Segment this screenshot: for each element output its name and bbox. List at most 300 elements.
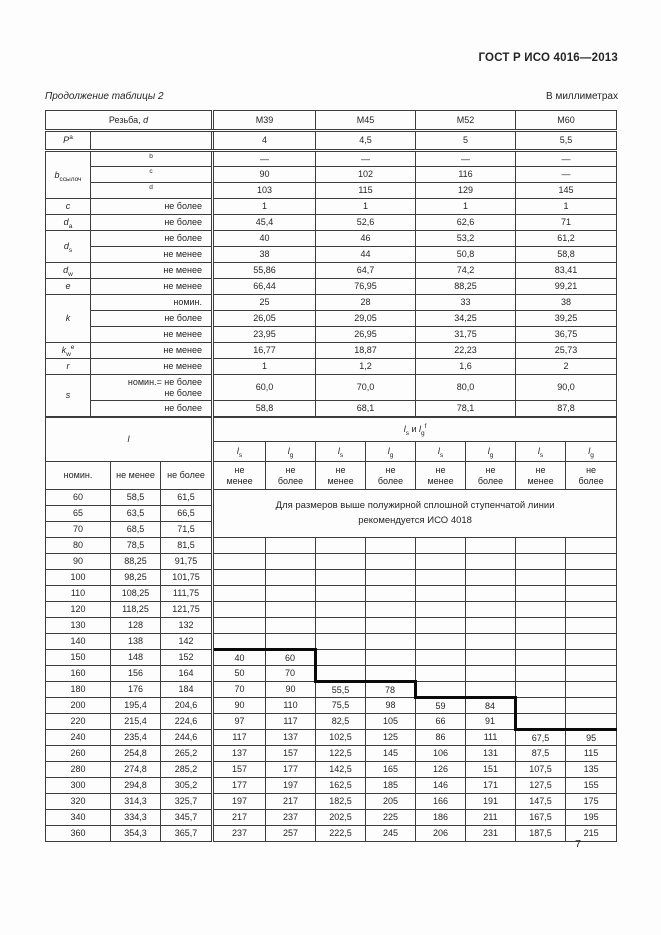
table-cell: 117 xyxy=(213,730,266,746)
table-cell: не менее xyxy=(91,263,213,279)
table-cell xyxy=(266,586,316,602)
table-cell: номин. xyxy=(46,462,111,490)
table-cell: 70 xyxy=(266,666,316,682)
table-cell: 237 xyxy=(213,826,266,842)
standard-reference: ГОСТ Р ИСО 4016—2013 xyxy=(478,52,618,64)
table-row xyxy=(46,746,617,762)
table-cell: 70 xyxy=(46,522,111,538)
table-cell: 116 xyxy=(416,167,516,183)
table-cell: 265,2 xyxy=(161,746,213,762)
table-cell: 156 xyxy=(111,666,161,682)
table-cell: не менее xyxy=(516,462,566,490)
table-cell: 354,3 xyxy=(111,826,161,842)
table-cell: 111,75 xyxy=(161,586,213,602)
table-cell: 38 xyxy=(516,295,617,311)
table-cell: — xyxy=(416,151,516,167)
table-cell: 157 xyxy=(266,746,316,762)
table-cell: 4,5 xyxy=(316,131,416,151)
table-cell: 106 xyxy=(416,746,466,762)
table-cell: 62,6 xyxy=(416,215,516,231)
table-cell xyxy=(516,682,566,698)
table-row xyxy=(46,570,617,586)
thread-size-header: Резьба, d xyxy=(46,111,213,131)
table-cell: 50,8 xyxy=(416,247,516,263)
table-cell: 87,5 xyxy=(516,746,566,762)
table-cell: 29,05 xyxy=(316,311,416,327)
table-cell xyxy=(566,602,617,618)
table-cell: 53,2 xyxy=(416,231,516,247)
table-cell: 23,95 xyxy=(213,327,316,343)
table-cell: 26,05 xyxy=(213,311,316,327)
param-symbol: $d_s$ xyxy=(46,231,91,263)
table-caption-row xyxy=(45,91,618,102)
table-row xyxy=(46,375,617,401)
table-row xyxy=(46,762,617,778)
table-cell: не более xyxy=(366,462,416,490)
table-cell xyxy=(213,634,266,650)
table-cell xyxy=(466,554,516,570)
table-cell: 78,1 xyxy=(416,401,516,417)
table-cell: 38 xyxy=(213,247,316,263)
table-row xyxy=(46,698,617,714)
table-cell: 175 xyxy=(566,794,617,810)
table-cell: 1 xyxy=(516,199,617,215)
table-cell xyxy=(416,618,466,634)
table-cell xyxy=(266,554,316,570)
table-cell: 90 xyxy=(213,167,316,183)
table-cell: 60 xyxy=(266,650,316,666)
table-row xyxy=(46,794,617,810)
table-cell xyxy=(516,714,566,730)
table-cell: 152 xyxy=(161,650,213,666)
table-cell: 71,5 xyxy=(161,522,213,538)
table-cell: 285,2 xyxy=(161,762,213,778)
table-cell xyxy=(516,554,566,570)
page-number: 7 xyxy=(575,838,581,850)
table-cell: 39,25 xyxy=(516,311,617,327)
table-cell: 101,75 xyxy=(161,570,213,586)
table-cell: 26,95 xyxy=(316,327,416,343)
table-cell: 100 xyxy=(46,570,111,586)
table-cell: 4 xyxy=(213,131,316,151)
table-cell xyxy=(466,666,516,682)
table-cell: 280 xyxy=(46,762,111,778)
table-cell: 142,5 xyxy=(316,762,366,778)
table-cell: 102,5 xyxy=(316,730,366,746)
table-cell: 44 xyxy=(316,247,416,263)
table-cell xyxy=(366,666,416,682)
table-cell xyxy=(566,666,617,682)
size-column-header: M60 xyxy=(516,111,617,131)
table-cell: — xyxy=(516,151,617,167)
table-cell: 52,6 xyxy=(316,215,416,231)
table-cell xyxy=(316,570,366,586)
table-cell: 235,4 xyxy=(111,730,161,746)
table-cell: $l_s$ xyxy=(416,442,466,462)
note-cell: Для размеров выше полужирной сплошной ступенчатой линии рекомендуется ИСО 4018 xyxy=(213,490,617,538)
table-cell: 61,5 xyxy=(161,490,213,506)
table-cell xyxy=(266,618,316,634)
table-cell: 2 xyxy=(516,359,617,375)
table-cell: 365,7 xyxy=(161,826,213,842)
table-cell xyxy=(316,634,366,650)
table-cell xyxy=(416,570,466,586)
table-cell: 55,5 xyxy=(316,682,366,698)
table-cell xyxy=(466,570,516,586)
table-cell xyxy=(516,538,566,554)
table-cell xyxy=(213,570,266,586)
table-cell: 137 xyxy=(266,730,316,746)
table-cell: 197 xyxy=(266,778,316,794)
table-cell xyxy=(466,682,516,698)
table-cell xyxy=(213,618,266,634)
table-row xyxy=(46,215,617,231)
table-cell xyxy=(466,650,516,666)
table-cell: 118,25 xyxy=(111,602,161,618)
table-cell: 111 xyxy=(466,730,516,746)
table-row xyxy=(46,295,617,311)
table-row xyxy=(46,327,617,343)
table-cell: 40 xyxy=(213,231,316,247)
table-row xyxy=(46,538,617,554)
table-cell: 151 xyxy=(466,762,516,778)
length-table xyxy=(45,417,617,842)
table-cell xyxy=(566,698,617,714)
table-cell: не более xyxy=(466,462,516,490)
table-cell: не менее xyxy=(416,462,466,490)
table-cell: 103 xyxy=(213,183,316,199)
table-cell: 225 xyxy=(366,810,416,826)
table-cell: 59 xyxy=(416,698,466,714)
param-symbol: c xyxy=(46,199,91,215)
table-cell: 191 xyxy=(466,794,516,810)
table-cell: 135 xyxy=(566,762,617,778)
table-cell xyxy=(416,554,466,570)
table-cell: не более xyxy=(566,462,617,490)
table-cell: 245 xyxy=(366,826,416,842)
table-cell: 36,75 xyxy=(516,327,617,343)
table-cell xyxy=(516,634,566,650)
length-header: l xyxy=(46,418,213,462)
table-cell: 82,5 xyxy=(316,714,366,730)
table-cell xyxy=(416,538,466,554)
table-cell xyxy=(416,586,466,602)
table-row xyxy=(46,778,617,794)
table-cell xyxy=(416,634,466,650)
table-cell: 86 xyxy=(416,730,466,746)
table-cell: 90 xyxy=(266,682,316,698)
table-cell: 129 xyxy=(416,183,516,199)
table-cell: 204,6 xyxy=(161,698,213,714)
table-cell xyxy=(566,618,617,634)
table-cell: — xyxy=(316,151,416,167)
table-cell: 78 xyxy=(366,682,416,698)
table-cell xyxy=(466,618,516,634)
table-cell xyxy=(516,698,566,714)
table-cell xyxy=(266,570,316,586)
table-row xyxy=(46,231,617,247)
table-row xyxy=(46,810,617,826)
table-cell: 78,5 xyxy=(111,538,161,554)
table-cell: 186 xyxy=(416,810,466,826)
table-cell: 16,77 xyxy=(213,343,316,359)
table-cell xyxy=(266,538,316,554)
table-cell: 345,7 xyxy=(161,810,213,826)
table-cell: 60,0 xyxy=(213,375,316,401)
table-cell: 60 xyxy=(46,490,111,506)
table-cell: не более xyxy=(91,311,213,327)
table-cell xyxy=(316,618,366,634)
table-cell xyxy=(466,634,516,650)
table-cell: 67,5 xyxy=(516,730,566,746)
table-cell xyxy=(213,602,266,618)
param-symbol: $b_{ссылоч}$ xyxy=(46,151,91,199)
param-symbol: k xyxy=(46,295,91,343)
table-cell: 90 xyxy=(46,554,111,570)
size-column-header: M45 xyxy=(316,111,416,131)
table-cell: 166 xyxy=(416,794,466,810)
table-cell: не менее xyxy=(91,327,213,343)
table-cell: 105 xyxy=(366,714,416,730)
table-cell: 128 xyxy=(111,618,161,634)
table-cell xyxy=(316,554,366,570)
table-cell: 142 xyxy=(161,634,213,650)
table-cell xyxy=(416,682,466,698)
table-cell xyxy=(566,634,617,650)
ls-lg-header: $l_s$ и $l_g^f$ xyxy=(213,418,617,442)
table-row xyxy=(46,279,617,295)
table-cell: 294,8 xyxy=(111,778,161,794)
table-cell xyxy=(566,554,617,570)
table-cell xyxy=(266,602,316,618)
table-cell: $l_s$ xyxy=(316,442,366,462)
table-cell: 98,25 xyxy=(111,570,161,586)
table-cell: 195,4 xyxy=(111,698,161,714)
table-row xyxy=(46,634,617,650)
upper-parameters-table xyxy=(45,110,617,417)
table-cell: 145 xyxy=(516,183,617,199)
table-row xyxy=(46,401,617,417)
table-cell: 147,5 xyxy=(516,794,566,810)
table-cell: не менее xyxy=(91,343,213,359)
table-cell xyxy=(466,586,516,602)
table-cell xyxy=(316,586,366,602)
table-cell: 110 xyxy=(46,586,111,602)
table-cell: не более xyxy=(91,215,213,231)
table-cell: 75,5 xyxy=(316,698,366,714)
table-cell xyxy=(213,554,266,570)
table-cell: 224,6 xyxy=(161,714,213,730)
table-cell: 185 xyxy=(366,778,416,794)
table-row xyxy=(46,714,617,730)
table-cell xyxy=(266,634,316,650)
table-cell: 202,5 xyxy=(316,810,366,826)
table-row xyxy=(46,650,617,666)
table-cell: 58,8 xyxy=(213,401,316,417)
table-cell: 200 xyxy=(46,698,111,714)
table-cell: 131 xyxy=(466,746,516,762)
table-cell xyxy=(516,666,566,682)
table-row xyxy=(46,826,617,842)
table-cell xyxy=(516,602,566,618)
table-cell: 164 xyxy=(161,666,213,682)
table-cell: 117 xyxy=(266,714,316,730)
table-cell: 83,41 xyxy=(516,263,617,279)
param-symbol: $d_w$ xyxy=(46,263,91,279)
table-row xyxy=(46,418,617,442)
table-cell xyxy=(366,602,416,618)
table-cell: не менее xyxy=(91,359,213,375)
table-cell: $l_g$ xyxy=(466,442,516,462)
table-cell: 197 xyxy=(213,794,266,810)
dimension-tables xyxy=(45,110,616,842)
table-cell: 40 xyxy=(213,650,266,666)
table-cell: 76,95 xyxy=(316,279,416,295)
table-cell: 150 xyxy=(46,650,111,666)
table-cell: 110 xyxy=(266,698,316,714)
param-symbol: $k_w^e$ xyxy=(46,343,91,359)
table-row xyxy=(46,311,617,327)
table-cell: 244,6 xyxy=(161,730,213,746)
table-cell: 80,0 xyxy=(416,375,516,401)
table-cell xyxy=(366,586,416,602)
table-cell: 55,86 xyxy=(213,263,316,279)
table-cell: 130 xyxy=(46,618,111,634)
table-cell: 140 xyxy=(46,634,111,650)
table-cell: не менее xyxy=(91,279,213,295)
table-cell: 50 xyxy=(213,666,266,682)
table-cell xyxy=(91,131,213,151)
table-cell: 34,25 xyxy=(416,311,516,327)
table-cell: $l_s$ xyxy=(213,442,266,462)
table-cell: 300 xyxy=(46,778,111,794)
table-cell: 182,5 xyxy=(316,794,366,810)
table-cell: 334,3 xyxy=(111,810,161,826)
table-cell: 167,5 xyxy=(516,810,566,826)
table-cell: 81,5 xyxy=(161,538,213,554)
table-cell: 90 xyxy=(213,698,266,714)
size-column-header: M39 xyxy=(213,111,316,131)
table-cell: 121,75 xyxy=(161,602,213,618)
table-cell xyxy=(466,538,516,554)
table-cell: 146 xyxy=(416,778,466,794)
table-cell: 1 xyxy=(416,199,516,215)
table-cell: 260 xyxy=(46,746,111,762)
table-cell: номин. xyxy=(91,295,213,311)
table-row xyxy=(46,343,617,359)
table-cell xyxy=(316,538,366,554)
table-cell: 254,8 xyxy=(111,746,161,762)
table-cell: 70,0 xyxy=(316,375,416,401)
table-cell: 84 xyxy=(466,698,516,714)
table-cell: 184 xyxy=(161,682,213,698)
table-cell xyxy=(416,650,466,666)
table-cell: 115 xyxy=(316,183,416,199)
table-row xyxy=(46,586,617,602)
table-cell xyxy=(366,570,416,586)
table-cell: 205 xyxy=(366,794,416,810)
table-cell: 215 xyxy=(566,826,617,842)
table-row xyxy=(46,618,617,634)
table-cell: 68,5 xyxy=(111,522,161,538)
table-row xyxy=(46,151,617,167)
table-cell xyxy=(566,538,617,554)
table-cell: 314,3 xyxy=(111,794,161,810)
table-cell: 237 xyxy=(266,810,316,826)
table-cell xyxy=(213,538,266,554)
table-cell: — xyxy=(516,167,617,183)
table-cell: c xyxy=(91,167,213,183)
table-row xyxy=(46,462,617,490)
table-cell: d xyxy=(91,183,213,199)
table-cell: не менее xyxy=(91,247,213,263)
param-symbol: s xyxy=(46,375,91,417)
table-cell: 215,4 xyxy=(111,714,161,730)
table-cell: 5 xyxy=(416,131,516,151)
table-caption: Продолжение таблицы 2 xyxy=(45,91,164,102)
table-cell: 91 xyxy=(466,714,516,730)
table-cell: 145 xyxy=(366,746,416,762)
table-cell: $l_g$ xyxy=(266,442,316,462)
table-cell: 127,5 xyxy=(516,778,566,794)
table-cell: 88,25 xyxy=(416,279,516,295)
table-row xyxy=(46,247,617,263)
table-cell: 122,5 xyxy=(316,746,366,762)
table-cell: 107,5 xyxy=(516,762,566,778)
table-row xyxy=(46,359,617,375)
table-cell: 177 xyxy=(213,778,266,794)
table-cell: 33 xyxy=(416,295,516,311)
table-cell: 305,2 xyxy=(161,778,213,794)
table-cell: не более xyxy=(91,401,213,417)
table-cell xyxy=(516,586,566,602)
table-cell: 257 xyxy=(266,826,316,842)
table-cell: 66,5 xyxy=(161,506,213,522)
table-cell xyxy=(566,714,617,730)
table-cell: 240 xyxy=(46,730,111,746)
table-cell: 160 xyxy=(46,666,111,682)
table-cell: 58,8 xyxy=(516,247,617,263)
table-cell: 87,8 xyxy=(516,401,617,417)
table-cell xyxy=(416,666,466,682)
table-cell: 138 xyxy=(111,634,161,650)
table-cell: 360 xyxy=(46,826,111,842)
table-cell: 25,73 xyxy=(516,343,617,359)
table-cell: не более xyxy=(266,462,316,490)
table-cell: 187,5 xyxy=(516,826,566,842)
table-cell xyxy=(566,682,617,698)
table-cell: 120 xyxy=(46,602,111,618)
table-cell: 320 xyxy=(46,794,111,810)
table-row xyxy=(46,554,617,570)
table-cell xyxy=(366,538,416,554)
table-cell: не более xyxy=(161,462,213,490)
table-row xyxy=(46,183,617,199)
table-cell: 91,75 xyxy=(161,554,213,570)
table-cell xyxy=(213,586,266,602)
table-cell xyxy=(566,650,617,666)
table-cell: не более xyxy=(91,199,213,215)
table-cell: 1,2 xyxy=(316,359,416,375)
table-cell: 71 xyxy=(516,215,617,231)
table-cell xyxy=(316,602,366,618)
table-cell: 66 xyxy=(416,714,466,730)
table-cell: 46 xyxy=(316,231,416,247)
table-cell: не менее xyxy=(111,462,161,490)
table-cell: $l_g$ xyxy=(366,442,416,462)
table-cell: 325,7 xyxy=(161,794,213,810)
param-symbol: $P^a$ xyxy=(46,131,91,151)
